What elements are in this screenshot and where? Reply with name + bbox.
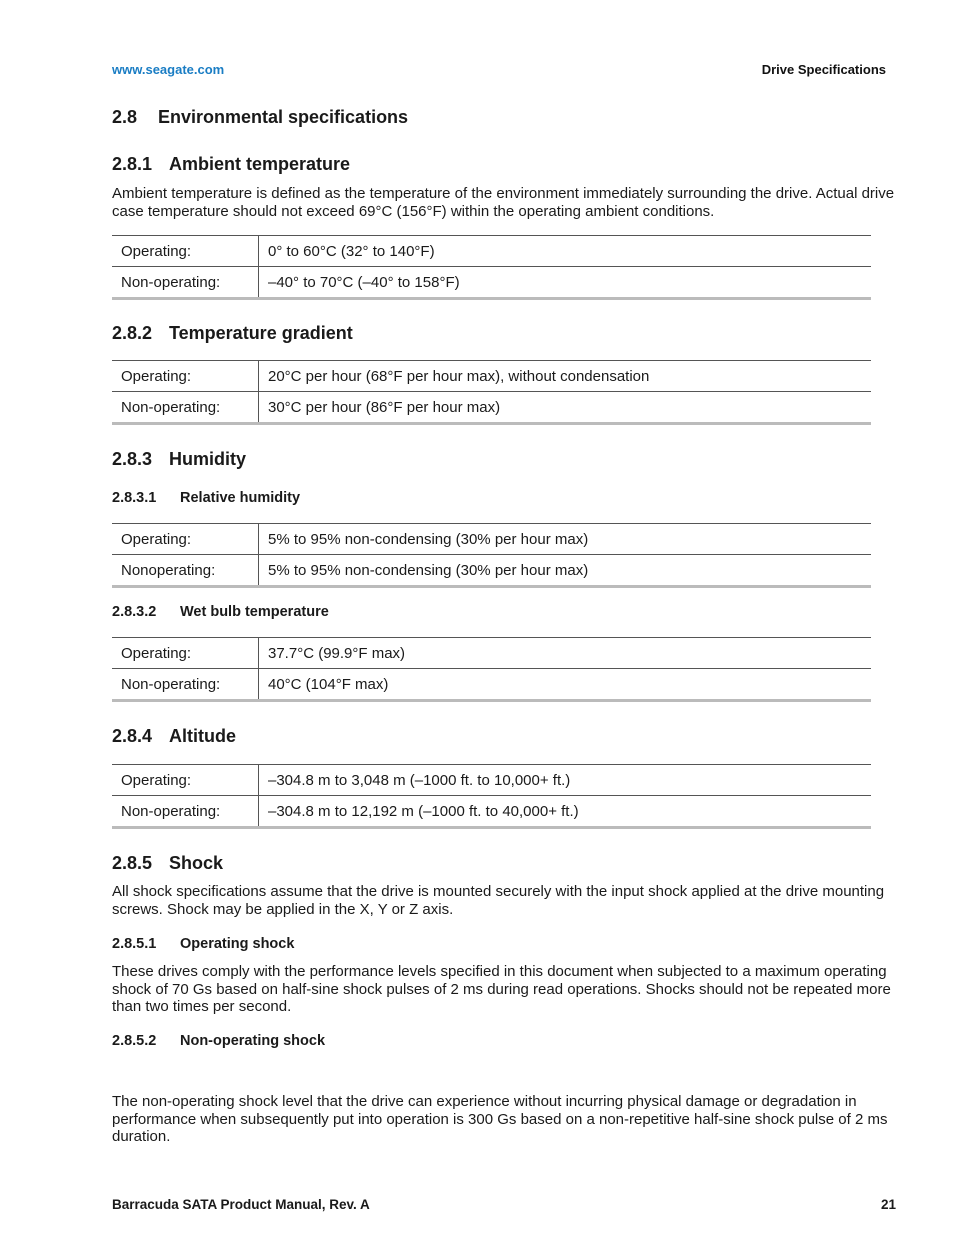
row-label: Operating: <box>112 361 259 392</box>
relative-humidity-table <box>112 523 871 588</box>
table-row <box>112 796 871 828</box>
section-title: Altitude <box>169 726 236 746</box>
section-number: 2.8.5.2 <box>112 1033 157 1049</box>
footer-manual-title: Barracuda SATA Product Manual, Rev. A <box>112 1197 370 1212</box>
row-value: 5% to 95% non-condensing (30% per hour max) <box>268 561 589 579</box>
shock-paragraph: All shock specifications assume that the drive is mounted securely with the input shock applied at the drive mounting screws. Shock may be applied in the X, Y or Z axis. <box>112 883 885 918</box>
table-row <box>112 669 871 701</box>
heading-environmental-specifications <box>112 107 408 128</box>
heading-ambient-temperature <box>112 154 350 175</box>
ambient-temperature-table <box>112 235 871 300</box>
operating-shock-paragraph: These drives comply with the performance levels specified in this document when subjected to a maximum operating shock of 70 Gs based on half-sine shock pulses of 2 ms during read operations. Shocks should not be repeated more than two times per second. <box>112 963 891 1015</box>
row-label: Operating: <box>112 524 259 555</box>
heading-wet-bulb-temperature <box>112 604 329 620</box>
altitude-table <box>112 764 871 829</box>
header-website-link[interactable]: www.seagate.com <box>112 62 225 77</box>
row-value: –304.8 m to 3,048 m (–1000 ft. to 10,000+ ft.) <box>268 771 571 789</box>
table-row <box>112 267 871 299</box>
temperature-gradient-table <box>112 360 871 425</box>
row-value: 37.7°C (99.9°F max) <box>268 644 406 662</box>
ambient-temperature-paragraph: Ambient temperature is defined as the temperature of the environment immediately surrounding the drive. Actual drive case temperature should not exceed 69°C (156°F) within the operating ambient conditions. <box>112 185 895 220</box>
section-number: 2.8.1 <box>112 154 153 174</box>
table-row <box>112 765 871 796</box>
row-value: –40° to 70°C (–40° to 158°F) <box>268 273 460 291</box>
section-number: 2.8.3.1 <box>112 490 157 506</box>
non-operating-shock-paragraph: The non-operating shock level that the drive can experience without incurring physical damage or degradation in performance when subsequently put into operation is 300 Gs based on a non-repetitive half-sine shock pulse of 2 ms duration. <box>112 1093 888 1145</box>
row-label: Non-operating: <box>112 796 259 828</box>
row-label: Nonoperating: <box>112 555 259 587</box>
row-value: –304.8 m to 12,192 m (–1000 ft. to 40,000+ ft.) <box>268 802 579 820</box>
section-title: Environmental specifications <box>158 107 409 127</box>
row-label: Non-operating: <box>112 669 259 701</box>
heading-altitude <box>112 726 236 747</box>
section-title: Shock <box>169 853 224 873</box>
heading-shock <box>112 853 223 874</box>
section-number: 2.8.2 <box>112 323 153 343</box>
section-title: Wet bulb temperature <box>180 604 329 620</box>
section-title: Non-operating shock <box>180 1033 326 1049</box>
section-number: 2.8.3 <box>112 449 153 469</box>
section-title: Ambient temperature <box>169 154 351 174</box>
section-title: Relative humidity <box>180 490 301 506</box>
row-label: Operating: <box>112 765 259 796</box>
heading-humidity <box>112 449 246 470</box>
section-number: 2.8.5 <box>112 853 153 873</box>
row-value: 5% to 95% non-condensing (30% per hour max) <box>268 530 589 548</box>
heading-temperature-gradient <box>112 323 353 344</box>
wet-bulb-temperature-table <box>112 637 871 702</box>
row-value: 20°C per hour (68°F per hour max), without condensation <box>268 367 650 385</box>
section-title: Humidity <box>169 449 247 469</box>
page-number: 21 <box>880 1197 896 1212</box>
table-row <box>112 236 871 267</box>
section-title: Operating shock <box>180 936 295 952</box>
heading-operating-shock <box>112 936 294 952</box>
row-value: 40°C (104°F max) <box>268 675 389 693</box>
table-row <box>112 638 871 669</box>
section-title: Temperature gradient <box>169 323 353 343</box>
row-value: 0° to 60°C (32° to 140°F) <box>268 242 435 260</box>
header-section-title: Drive Specifications <box>761 62 886 77</box>
section-number: 2.8.4 <box>112 726 153 746</box>
section-number: 2.8.5.1 <box>112 936 157 952</box>
table-row <box>112 361 871 392</box>
table-row <box>112 392 871 424</box>
heading-non-operating-shock <box>112 1033 325 1049</box>
row-label: Non-operating: <box>112 392 259 424</box>
row-label: Operating: <box>112 236 259 267</box>
row-label: Operating: <box>112 638 259 669</box>
row-value: 30°C per hour (86°F per hour max) <box>268 398 501 416</box>
heading-relative-humidity <box>112 490 300 506</box>
row-label: Non-operating: <box>112 267 259 299</box>
section-number: 2.8 <box>112 107 138 127</box>
table-row <box>112 555 871 587</box>
section-number: 2.8.3.2 <box>112 604 157 620</box>
table-row <box>112 524 871 555</box>
